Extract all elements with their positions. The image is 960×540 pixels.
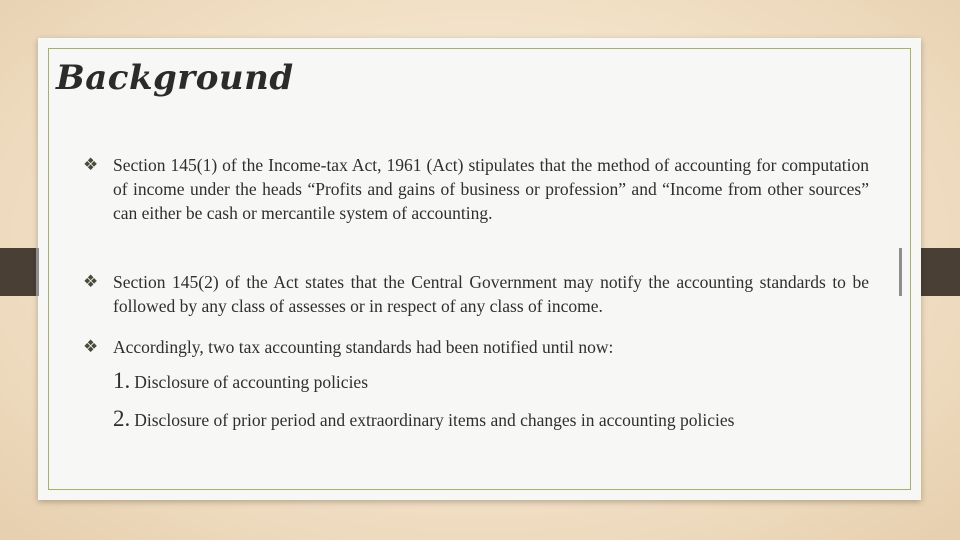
- diamond-bullet-icon: ❖: [83, 155, 99, 174]
- bullet-item-section-145-1: [83, 153, 869, 225]
- numbered-item-1: [113, 368, 368, 394]
- bullet-text: Section 145(2) of the Act states that the Central Government may notify the accounting standards to be followed by any class of assesses or in respect of any class of income.: [113, 272, 869, 316]
- item-text: Disclosure of prior period and extraordinary items and changes in accounting policies: [134, 410, 735, 430]
- diamond-bullet-icon: ❖: [83, 337, 99, 356]
- item-number: 1.: [113, 368, 131, 393]
- bullet-item-section-145-2: [83, 270, 869, 318]
- item-text: Disclosure of accounting policies: [134, 372, 369, 392]
- right-tab-notch: [899, 248, 902, 296]
- bullet-text: Section 145(1) of the Income-tax Act, 1961 (Act) stipulates that the method of accounting for computation of income under the heads “Profits and gains of business or profession” and “Income from other sources” can either be cash or mercantile system of accounting.: [113, 155, 869, 223]
- slide-title: Background: [56, 58, 294, 98]
- item-number: 2.: [113, 406, 131, 431]
- bullet-text: Accordingly, two tax accounting standards had been notified until now:: [113, 337, 614, 357]
- left-tab-notch: [36, 248, 39, 296]
- bullet-item-accordingly: [83, 335, 869, 359]
- diamond-bullet-icon: ❖: [83, 272, 99, 291]
- numbered-item-2: [113, 406, 734, 432]
